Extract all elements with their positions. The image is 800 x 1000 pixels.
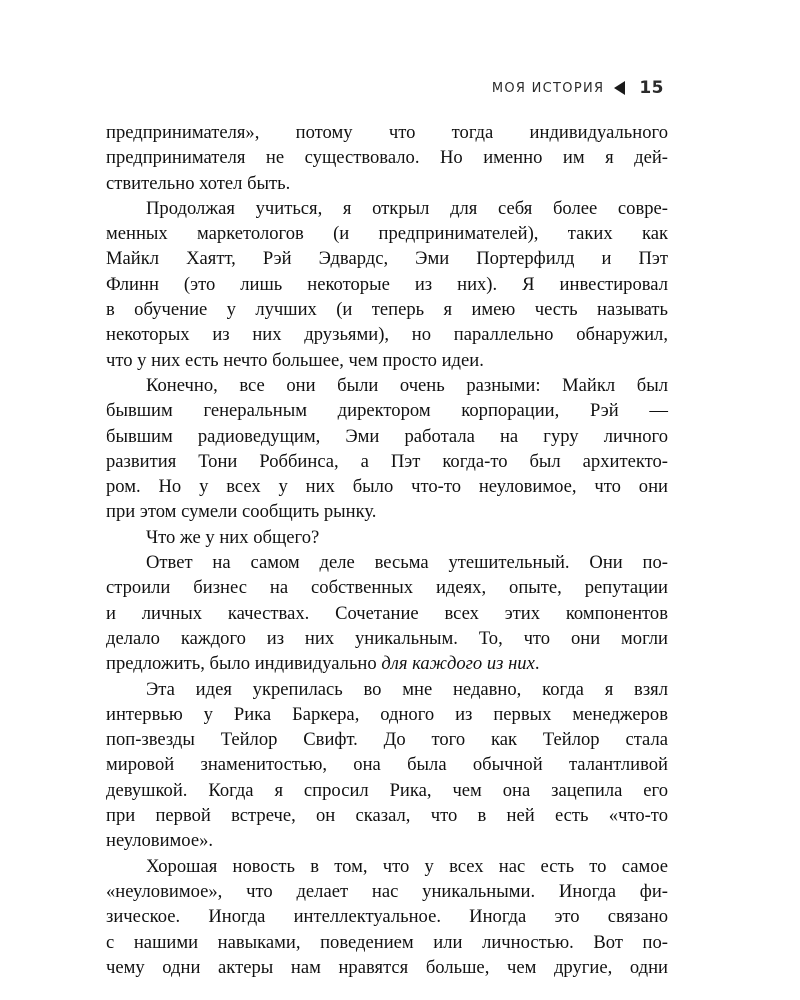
text-line: ром. Но у всех у них было что-то неуловимое, что они: [106, 476, 668, 498]
italic-emphasis: для каждого из них: [381, 653, 535, 675]
running-header: [492, 78, 664, 98]
text-segment: .: [534, 653, 540, 675]
text-line: Продолжая учиться, я открыл для себя более совре-: [146, 197, 668, 219]
text-line: Хорошая новость в том, что у всех нас есть то самое: [146, 855, 668, 877]
text-line: что у них есть нечто большее, чем просто идеи.: [106, 349, 484, 371]
text-line: развития Тони Роббинса, а Пэт когда-то был архитекто-: [106, 450, 668, 472]
text-line: Ответ на самом деле весьма утешительный. Они по-: [146, 552, 668, 574]
text-line: при этом сумели сообщить рынку.: [106, 501, 377, 523]
text-line: в обучение у лучших (и теперь я имею честь называть: [106, 299, 668, 321]
text-line: «неуловимое», что делает нас уникальными. Иногда фи-: [106, 880, 668, 902]
body-text: [106, 120, 668, 980]
text-line: при первой встрече, он сказал, что в ней есть «что-то: [106, 805, 668, 827]
text-line: мировой знаменитостью, она была обычной талантливой: [106, 754, 668, 776]
page-number: 15: [639, 78, 664, 98]
text-line: Что же у них общего?: [146, 526, 320, 548]
text-line: поп-звезды Тейлор Свифт. До того как Тейлор стала: [106, 729, 668, 751]
text-line: Эта идея укрепилась во мне недавно, когда я взял: [146, 678, 668, 700]
text-line: менных маркетологов (и предпринимателей), таких как: [106, 223, 668, 245]
text-segment: предложить, было индивидуально: [106, 653, 382, 675]
text-line: Конечно, все они были очень разными: Майкл был: [146, 374, 668, 396]
triangle-left-icon: [614, 81, 625, 95]
text-line: ствительно хотел быть.: [106, 172, 291, 194]
text-line: неуловимое».: [106, 830, 214, 852]
text-line: зическое. Иногда интеллектуальное. Иногда это связано: [106, 906, 668, 928]
text-line: предпринимателя не существовало. Но именно им я дей-: [106, 147, 668, 169]
text-line: интервью у Рика Баркера, одного из первых менеджеров: [106, 703, 668, 725]
chapter-title: МОЯ ИСТОРИЯ: [491, 80, 605, 96]
text-line: бывшим генеральным директором корпорации, Рэй —: [106, 400, 668, 422]
text-line: бывшим радиоведущим, Эми работала на гуру личного: [106, 425, 668, 447]
text-line: делало каждого из них уникальным. То, что они могли: [106, 627, 668, 649]
text-line: Майкл Хаятт, Рэй Эдвардс, Эми Портерфилд и Пэт: [106, 248, 668, 270]
text-line: чему одни актеры нам нравятся больше, чем другие, одни: [106, 956, 668, 978]
text-line: некоторых из них друзьями), но параллельно обнаружил,: [106, 324, 668, 346]
text-line: Флинн (это лишь некоторые из них). Я инвестировал: [106, 273, 668, 295]
text-line: строили бизнес на собственных идеях, опыте, репутации: [106, 577, 668, 599]
text-line: и личных качествах. Сочетание всех этих компонентов: [106, 602, 668, 624]
text-line: предпринимателя», потому что тогда индивидуального: [106, 122, 668, 143]
text-line: с нашими навыками, поведением или личностью. Вот по-: [106, 931, 668, 953]
text-line: [106, 651, 668, 676]
text-line: девушкой. Когда я спросил Рика, чем она зацепила его: [106, 779, 668, 801]
